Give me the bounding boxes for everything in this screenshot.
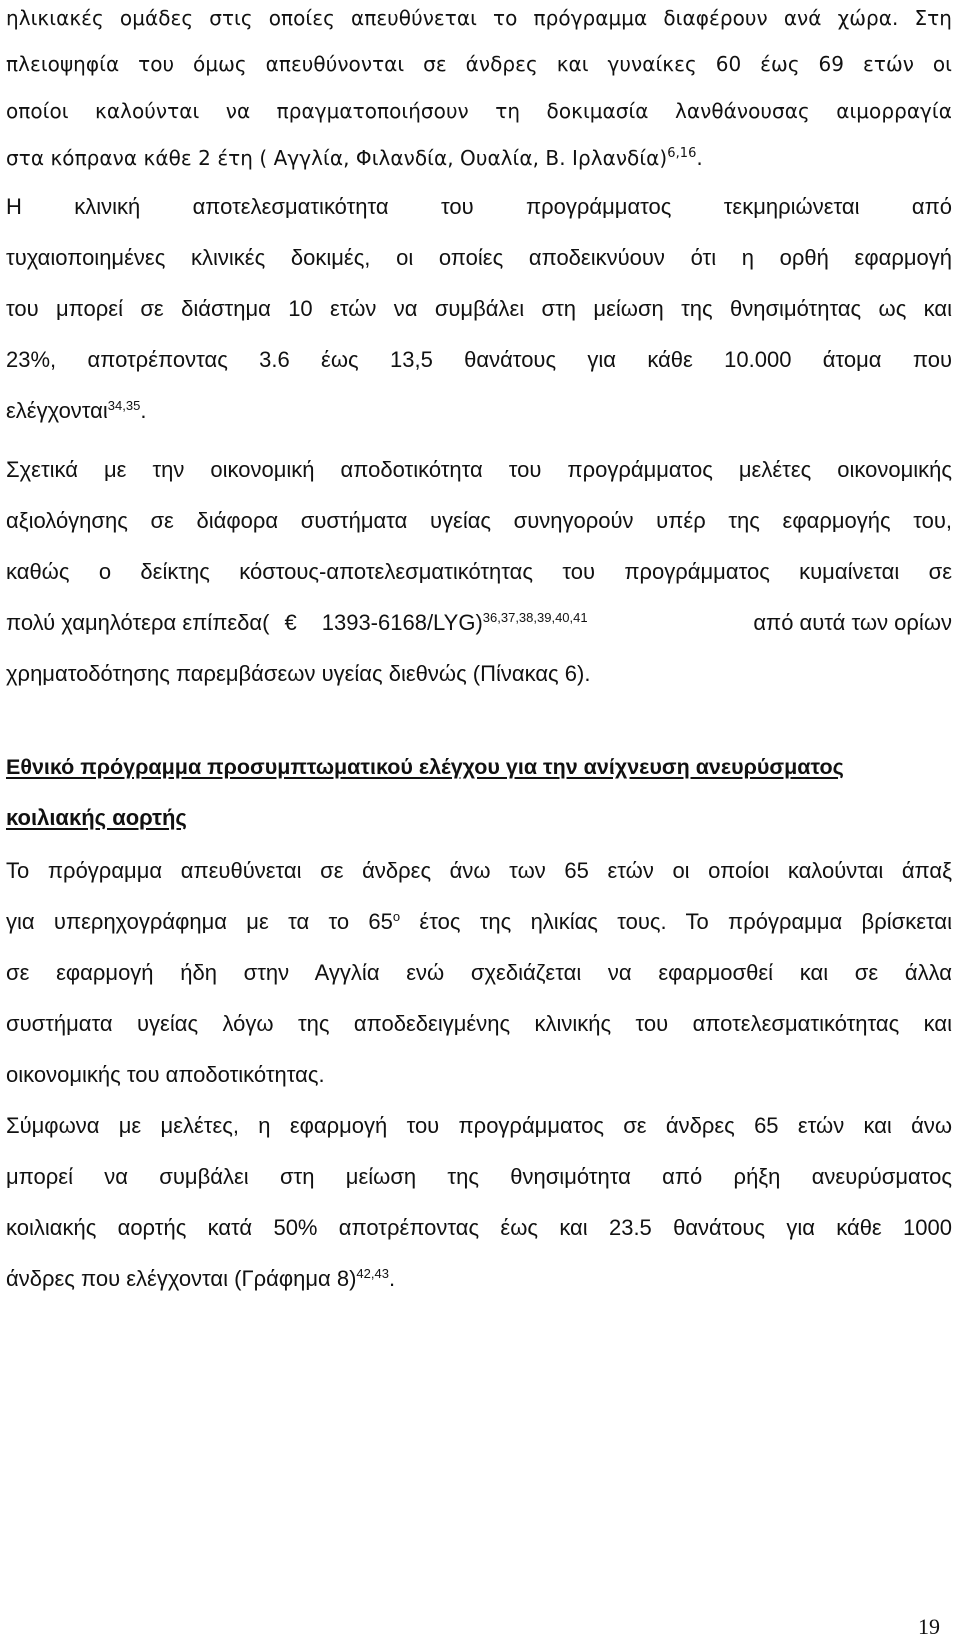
- text-line: οποίοι καλούνται να πραγματοποιήσουν τη δοκιμασία λανθάνουσας αιμορραγία: [6, 99, 952, 123]
- text-line: του μπορεί σε διάστημα 10 ετών να συμβάλει στη μείωση της θνησιμότητας ως και: [6, 296, 952, 321]
- line-text: για υπερηχογράφημα με τα το 65: [6, 909, 393, 934]
- line-end: έτος της ηλικίας τους. Το πρόγραμμα βρίσκεται: [400, 909, 952, 934]
- line-end: .: [140, 398, 147, 423]
- text-line: Η κλινική αποτελεσματικότητα του προγράμματος τεκμηριώνεται από: [6, 194, 952, 219]
- text-line: χρηματοδότησης παρεμβάσεων υγείας διεθνώς (Πίνακας 6).: [6, 661, 591, 686]
- heading-line: Εθνικό πρόγραμμα προσυμπτωματικού ελέγχου για την ανίχνευση ανευρύσματος: [6, 755, 844, 779]
- text-line: Το πρόγραμμα απευθύνεται σε άνδρες άνω των 65 ετών οι οποίοι καλούνται άπαξ: [6, 858, 952, 883]
- line-end: .: [696, 146, 703, 170]
- reference-superscript: 6,16: [667, 146, 697, 161]
- text-line: [6, 134, 952, 182]
- text-line: ηλικιακές ομάδες στις οποίες απευθύνεται το πρόγραμμα διαφέρουν ανά χώρα. Στη: [6, 6, 952, 30]
- euro-icon: €: [284, 610, 297, 635]
- text-line: συστήματα υγείας λόγω της αποδεδειγμένης κλινικής του αποτελεσματικότητας και: [6, 1011, 952, 1036]
- text-line: καθώς ο δείκτης κόστους-αποτελεσματικότητας του προγράμματος κυμαίνεται σε: [6, 559, 952, 584]
- page-number: 19: [918, 1614, 940, 1639]
- cost-range: 1393-6168/LYG): [321, 610, 483, 635]
- line-end: από αυτά των ορίων: [753, 610, 952, 635]
- ordinal-superscript: ο: [392, 909, 401, 924]
- line-text: ελέγχονται: [6, 398, 108, 423]
- text-line: αξιολόγησης σε διάφορα συστήματα υγείας συνηγορούν υπέρ της εφαρμογής του,: [6, 508, 952, 533]
- line-text: πολύ χαμηλότερα επίπεδα(: [6, 610, 270, 635]
- line-end: .: [388, 1266, 396, 1291]
- text-line: [6, 599, 952, 647]
- text-line: πλειοψηφία του όμως απευθύνονται σε άνδρες και γυναίκες 60 έως 69 ετών οι: [6, 52, 952, 76]
- text-line: κοιλιακής αορτής κατά 50% αποτρέποντας έως και 23.5 θανάτους για κάθε 1000: [6, 1215, 952, 1240]
- text-line: τυχαιοποιημένες κλινικές δοκιμές, οι οποίες αποδεικνύουν ότι η ορθή εφαρμογή: [6, 245, 952, 270]
- text-line: [6, 1255, 952, 1303]
- text-line: [6, 387, 952, 435]
- line-text: άνδρες που ελέγχονται (Γράφημα 8): [6, 1266, 357, 1291]
- reference-superscript: 42,43: [356, 1266, 389, 1281]
- text-line: μπορεί να συμβάλει στη μείωση της θνησιμότητα από ρήξη ανευρύσματος: [6, 1164, 952, 1189]
- line-text: στα κόπρανα κάθε 2 έτη ( Αγγλία, Φιλανδία, Ουαλία, Β. Ιρλανδία): [6, 146, 668, 170]
- text-line: Σύμφωνα με μελέτες, η εφαρμογή του προγράμματος σε άνδρες 65 ετών και άνω: [6, 1113, 952, 1138]
- reference-superscript: 36,37,38,39,40,41: [482, 610, 588, 625]
- text-line: οικονομικής του αποδοτικότητας.: [6, 1062, 325, 1087]
- heading-line: κοιλιακής αορτής: [6, 805, 187, 830]
- reference-superscript: 34,35: [107, 398, 141, 413]
- text-line: σε εφαρμογή ήδη στην Αγγλία ενώ σχεδιάζεται να εφαρμοσθεί και σε άλλα: [6, 960, 952, 985]
- text-line: Σχετικά με την οικονομική αποδοτικότητα του προγράμματος μελέτες οικονομικής: [6, 457, 952, 482]
- text-line: [6, 898, 952, 946]
- text-line: 23%, αποτρέποντας 3.6 έως 13,5 θανάτους για κάθε 10.000 άτομα που: [6, 347, 952, 372]
